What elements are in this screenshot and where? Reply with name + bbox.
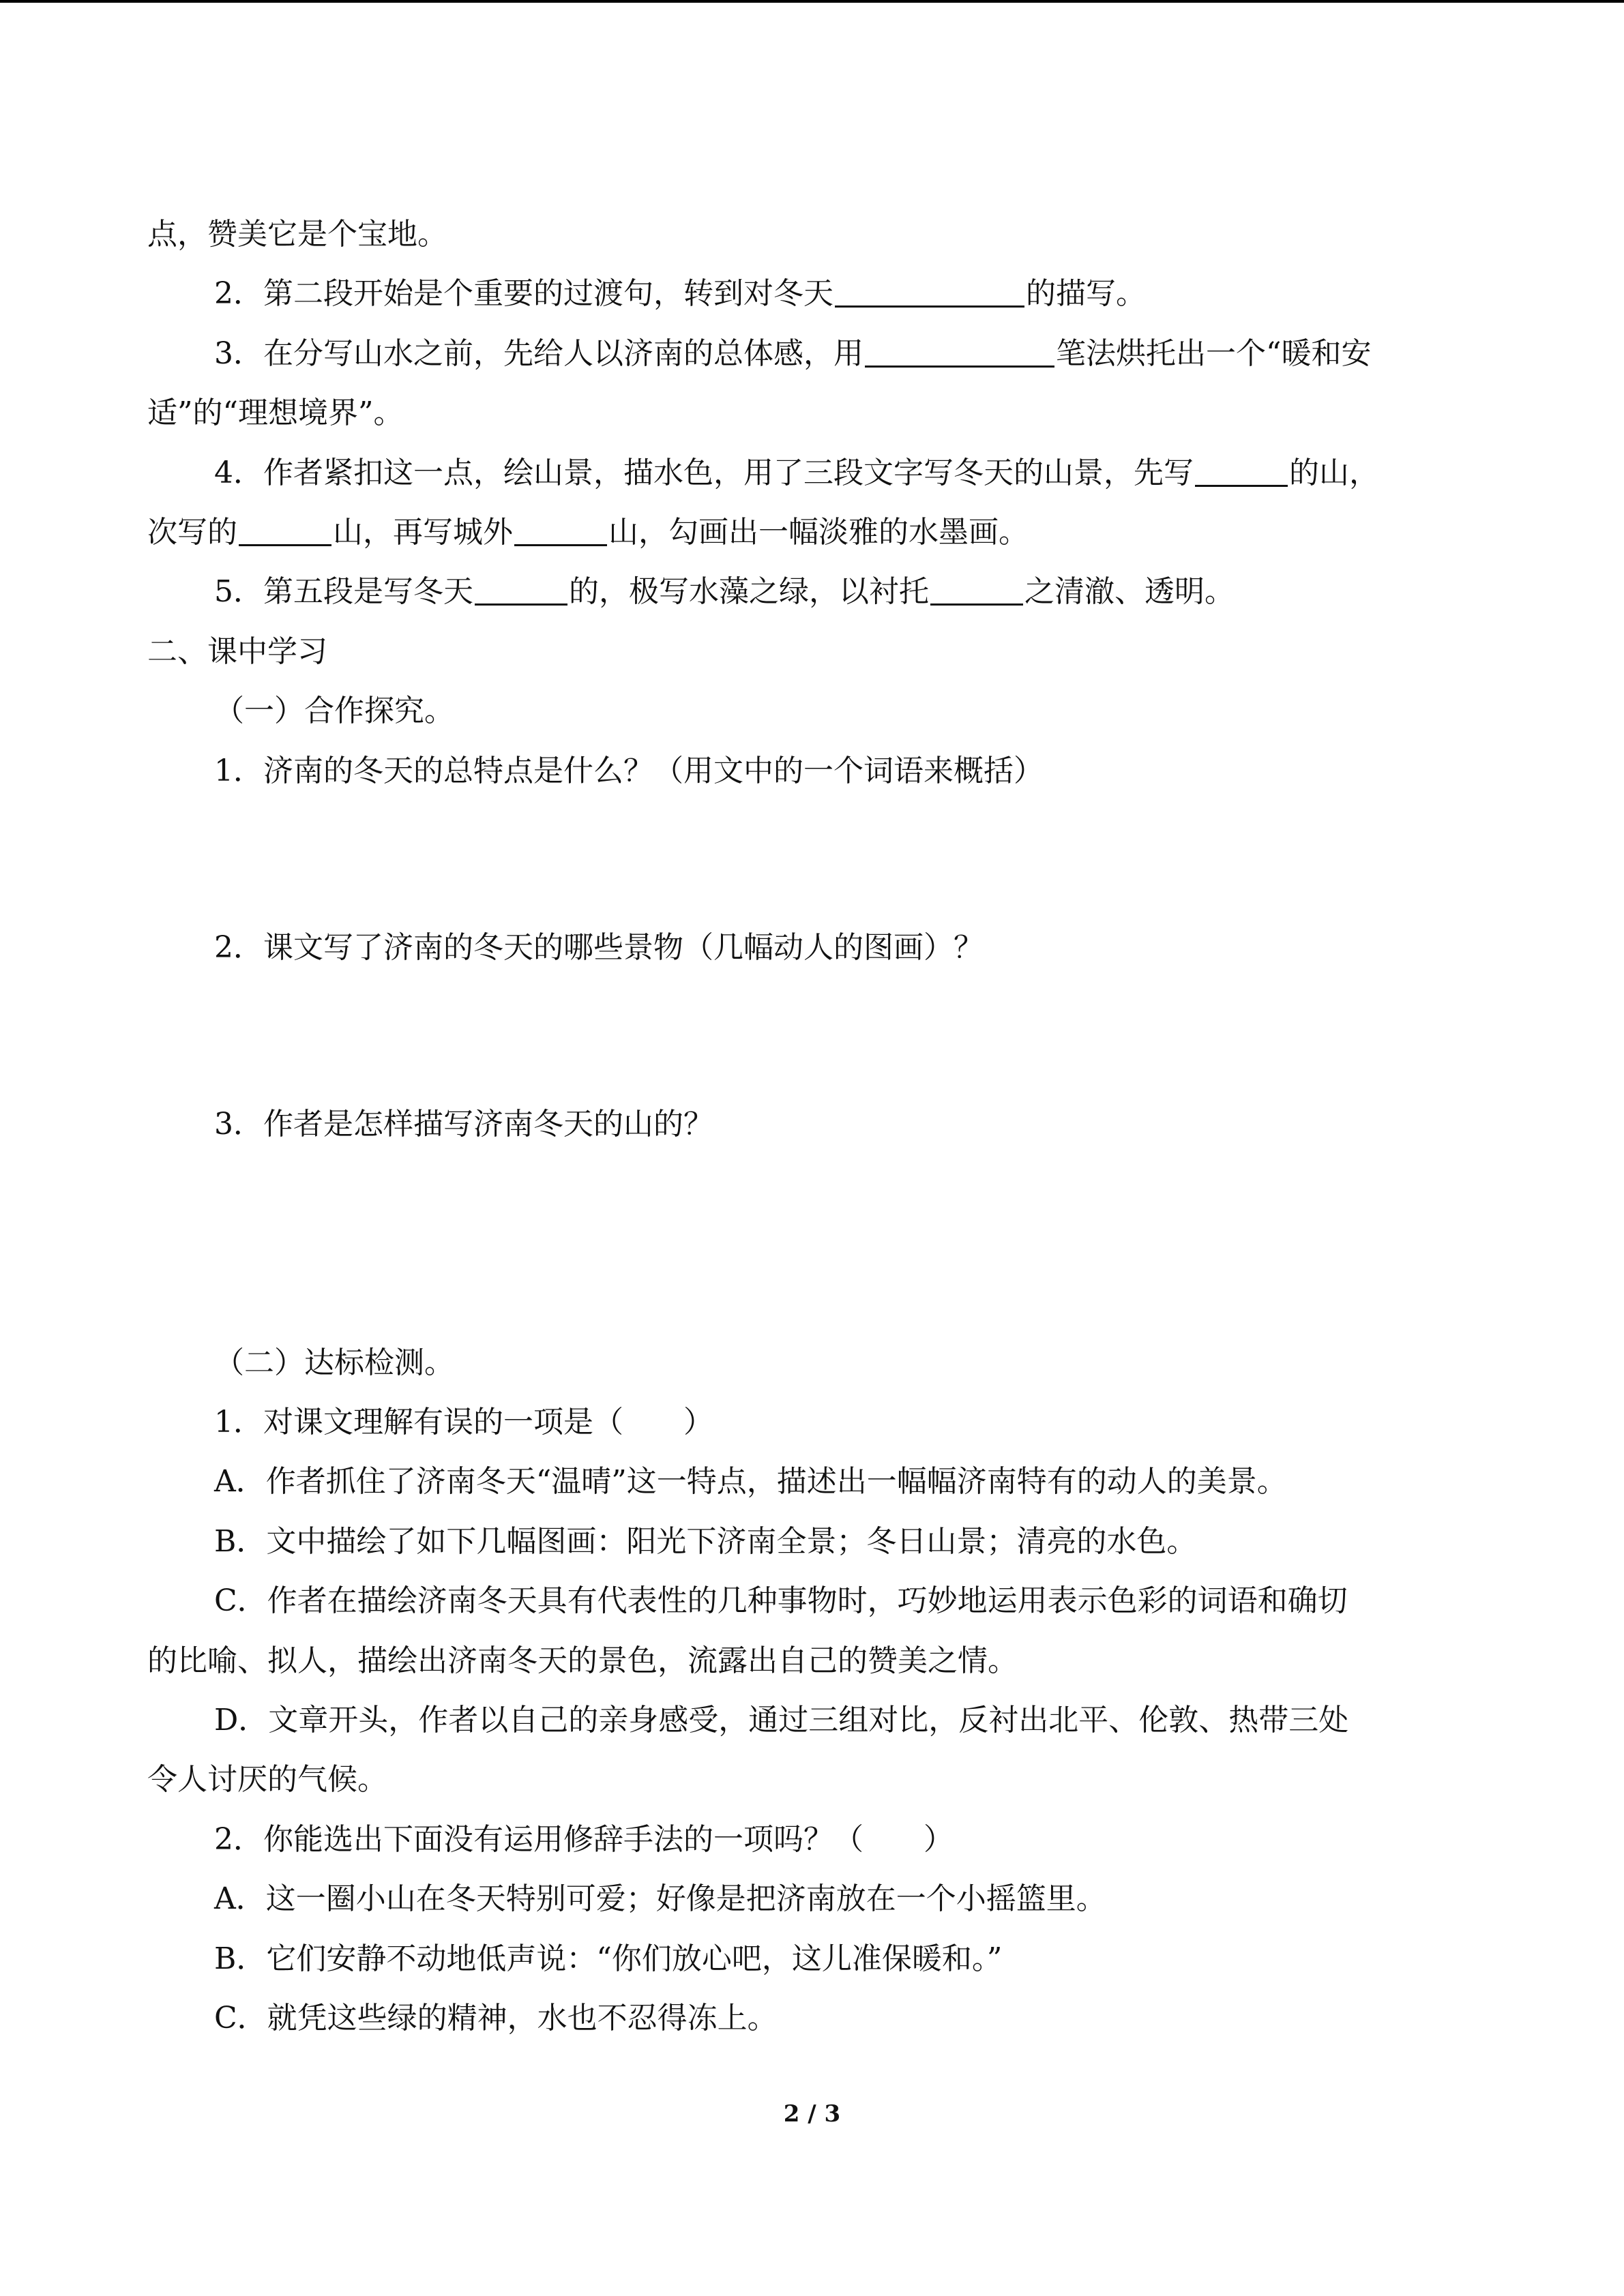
- text: B．它们安静不动地低声说：“你们放心吧，这儿准保暖和。”: [214, 1941, 1003, 1976]
- text: A．作者抓住了济南冬天“温晴”这一特点，描述出一幅幅济南特有的动人的美景。: [214, 1464, 1287, 1500]
- fill-in-blank[interactable]: [475, 576, 567, 606]
- text: （二）达标检测。: [214, 1345, 454, 1380]
- text-line: [147, 383, 1479, 443]
- option: [147, 1869, 1479, 1928]
- option-continuation: [147, 1750, 1479, 1809]
- answer-space[interactable]: [147, 1154, 1479, 1333]
- option: [147, 1690, 1479, 1750]
- option-continuation: [147, 1631, 1479, 1690]
- text: C．就凭这些绿的精神，水也不忍得冻上。: [214, 2000, 778, 2036]
- fill-in-blank[interactable]: [514, 517, 607, 546]
- text: 2．课文写了济南的冬天的哪些景物（几幅动人的图画）？: [214, 929, 984, 965]
- text: 3．作者是怎样描写济南冬天的山的？: [214, 1107, 713, 1142]
- fill-in-blank[interactable]: [239, 517, 331, 546]
- text: 次写的: [147, 514, 237, 550]
- question: [147, 1810, 1479, 1869]
- subsection-heading: [147, 681, 1479, 741]
- text: 山，再写城外: [333, 514, 513, 550]
- text-line: [147, 205, 1479, 264]
- text: 3．在分写山水之前，先给人以济南的总体感，用: [214, 336, 863, 371]
- text: 适”的“理想境界”。: [147, 396, 404, 431]
- text: 的描写。: [1026, 276, 1146, 312]
- text: 之清澈、透明。: [1024, 574, 1235, 610]
- document-page: [147, 205, 1479, 2048]
- fill-in-blank[interactable]: [1195, 458, 1288, 487]
- text: 的山，: [1289, 455, 1379, 490]
- question: [147, 1392, 1479, 1452]
- option: [147, 1571, 1479, 1630]
- text: 二、课中学习: [147, 633, 327, 669]
- text: 1．对课文理解有误的一项是（ ）: [214, 1405, 713, 1440]
- text: 点，赞美它是个宝地。: [147, 217, 447, 252]
- answer-space[interactable]: [147, 977, 1479, 1094]
- text-line: [147, 264, 1479, 323]
- option: [147, 1512, 1479, 1571]
- text: B．文中描绘了如下几幅图画：阳光下济南全景；冬日山景；清亮的水色。: [214, 1523, 1197, 1559]
- text-line: [147, 503, 1479, 562]
- section-heading: [147, 622, 1479, 681]
- text-line: [147, 562, 1479, 621]
- answer-space[interactable]: [147, 801, 1479, 918]
- text: 4．作者紧扣这一点，绘山景，描水色，用了三段文字写冬天的山景，先写: [214, 455, 1194, 490]
- text-line: [147, 443, 1479, 503]
- question: [147, 918, 1479, 977]
- page-number: 2 / 3: [783, 2100, 841, 2128]
- option: [147, 1929, 1479, 1988]
- text: C．作者在描绘济南冬天具有代表性的几种事物时，巧妙地运用表示色彩的词语和确切: [214, 1583, 1348, 1619]
- option: [147, 1988, 1479, 2048]
- option: [147, 1452, 1479, 1511]
- text: A．这一圈小山在冬天特别可爱；好像是把济南放在一个小摇篮里。: [214, 1881, 1106, 1917]
- fill-in-blank[interactable]: [865, 338, 1054, 368]
- subsection-heading: [147, 1333, 1479, 1392]
- text: 1．济南的冬天的总特点是什么？（用文中的一个词语来概括）: [214, 753, 1044, 788]
- top-border-line: [0, 0, 1624, 3]
- question: [147, 741, 1479, 801]
- fill-in-blank[interactable]: [835, 278, 1024, 308]
- text: 山，勾画出一幅淡雅的水墨画。: [608, 514, 1029, 550]
- question: [147, 1094, 1479, 1154]
- text-line: [147, 324, 1479, 383]
- text: D．文章开头，作者以自己的亲身感受，通过三组对比，反衬出北平、伦敦、热带三处: [214, 1703, 1349, 1738]
- text: 令人讨厌的气候。: [147, 1762, 387, 1798]
- text: 笔法烘托出一个“暖和安: [1056, 336, 1372, 371]
- text: （一）合作探究。: [214, 694, 454, 729]
- text: 的，极写水藻之绿，以衬托: [569, 574, 929, 610]
- fill-in-blank[interactable]: [930, 576, 1023, 606]
- text: 2．你能选出下面没有运用修辞手法的一项吗？（ ）: [214, 1821, 954, 1857]
- text: 的比喻、拟人，描绘出济南冬天的景色，流露出自己的赞美之情。: [147, 1643, 1018, 1678]
- text: 2．第二段开始是个重要的过渡句，转到对冬天: [214, 276, 833, 312]
- text: 5．第五段是写冬天: [214, 574, 473, 610]
